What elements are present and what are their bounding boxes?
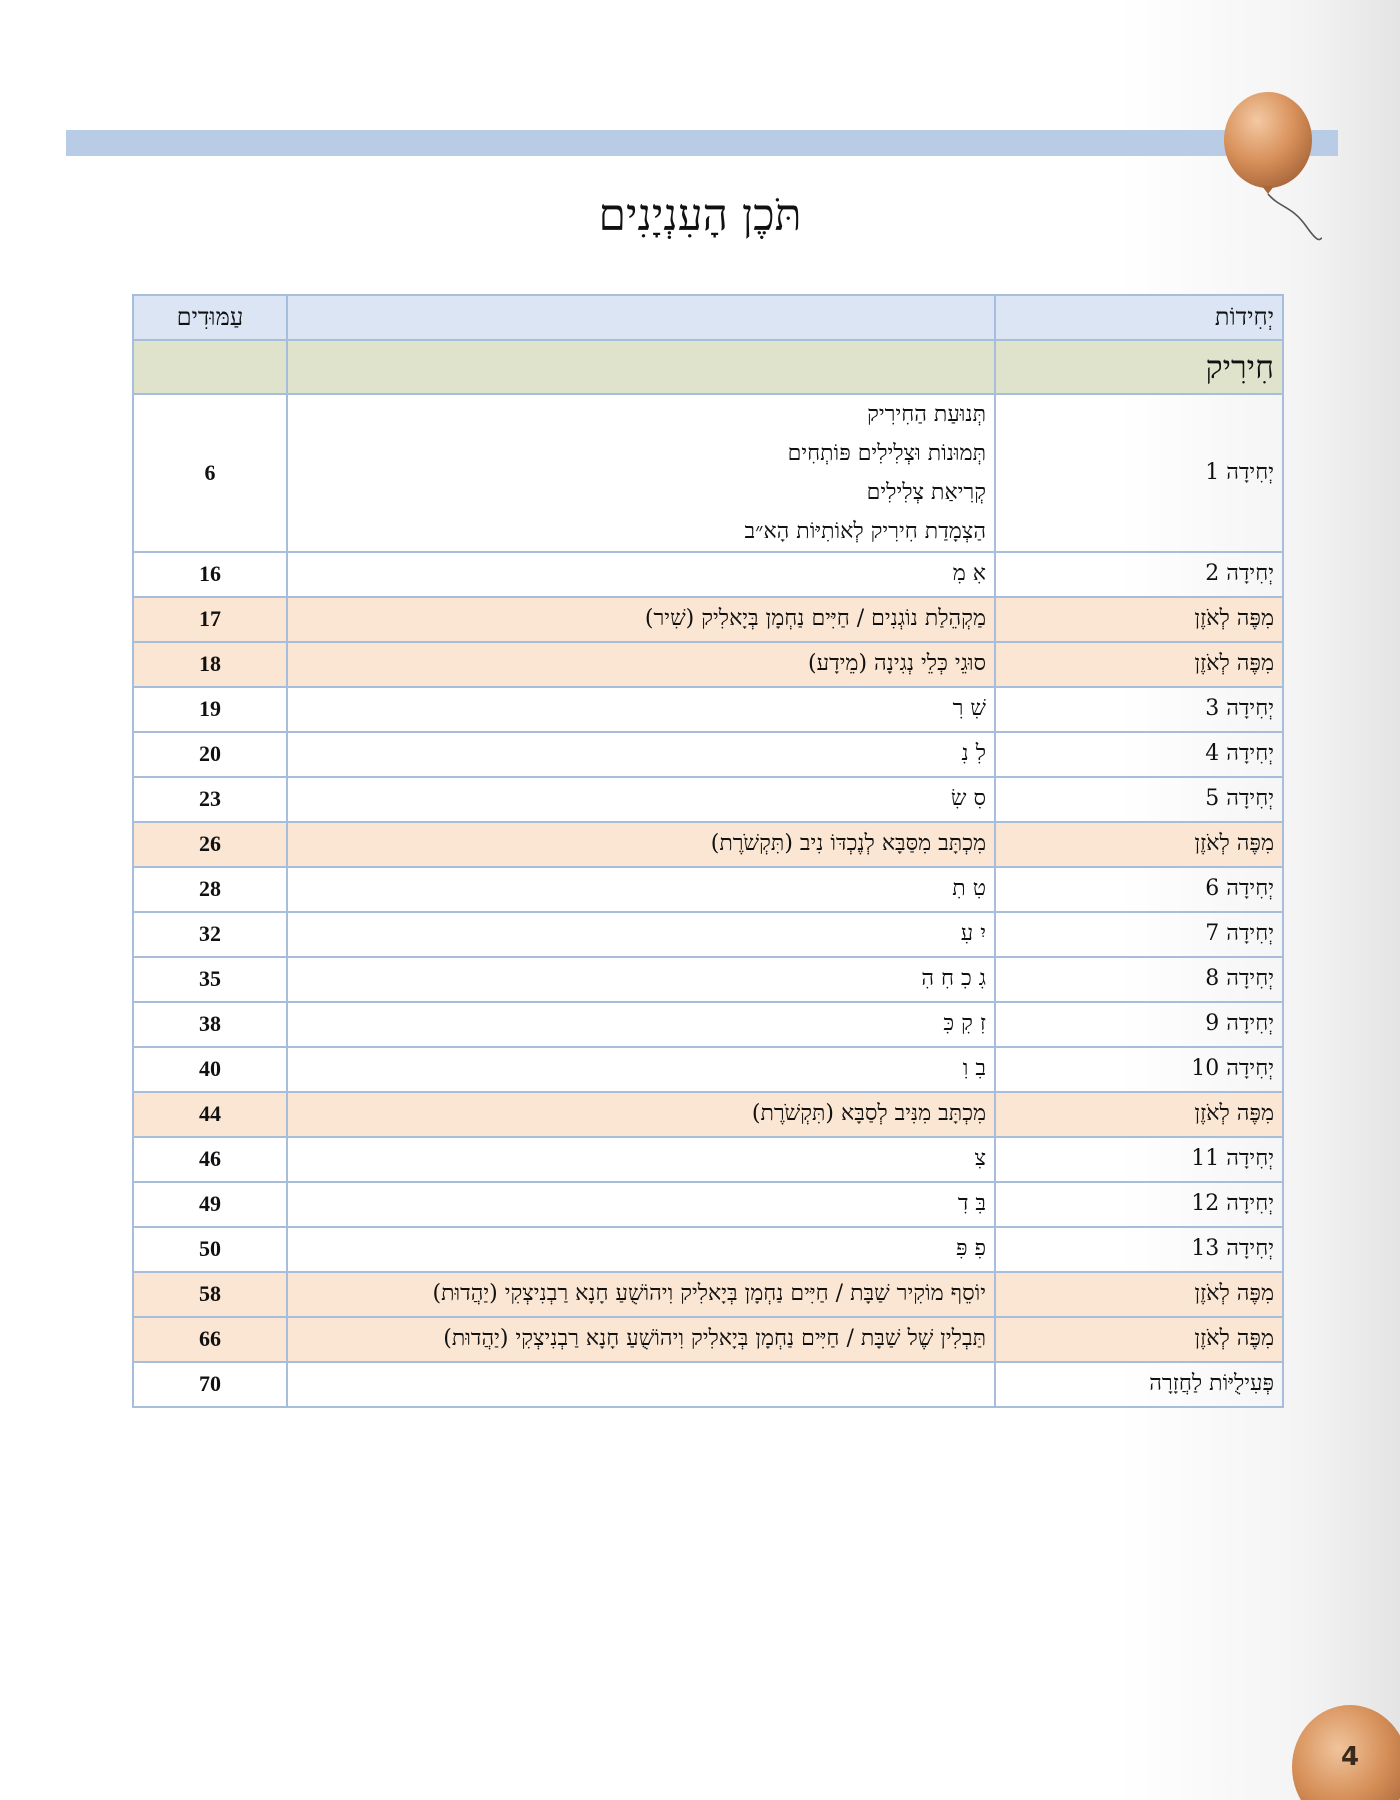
row-topic: סִ שִׂ xyxy=(287,777,995,822)
row-unit: יְחִידָה 6 xyxy=(995,867,1283,912)
row-unit: יְחִידָה 7 xyxy=(995,912,1283,957)
row-unit: מִפֶּה לְאֹזֶן xyxy=(995,597,1283,642)
row-topic: שִׁ רִ xyxy=(287,687,995,732)
row-topic: בִ וִ xyxy=(287,1047,995,1092)
table-header-row xyxy=(133,295,1283,340)
row-page: 19 xyxy=(133,687,287,732)
table-row[interactable] xyxy=(133,822,1283,867)
row-page: 40 xyxy=(133,1047,287,1092)
row-unit: יְחִידָה 9 xyxy=(995,1002,1283,1047)
table-row[interactable] xyxy=(133,867,1283,912)
row-unit: יְחִידָה 5 xyxy=(995,777,1283,822)
table-row[interactable] xyxy=(133,1182,1283,1227)
row-unit: מִפֶּה לְאֹזֶן xyxy=(995,1092,1283,1137)
row-page: 44 xyxy=(133,1092,287,1137)
table-of-contents xyxy=(132,294,1284,1408)
row-topic: גִ כִ חִ הִ xyxy=(287,957,995,1002)
row-topic: בִּ דִ xyxy=(287,1182,995,1227)
row-unit: יְחִידָה 8 xyxy=(995,957,1283,1002)
row-page: 32 xyxy=(133,912,287,957)
row-topic: זִ קִ כִּ xyxy=(287,1002,995,1047)
row-unit: מִפֶּה לְאֹזֶן xyxy=(995,1272,1283,1317)
row-unit: יְחִידָה 1 xyxy=(995,394,1283,552)
row-topic: מִכְתָּב מִנִּיב לְסַבָּא (תִּקְשֹׁרֶת) xyxy=(287,1092,995,1137)
row-page: 18 xyxy=(133,642,287,687)
row-topic-line: הַצְמָדַת חִירִיק לְאוֹתִיּוֹת הָא״ב xyxy=(744,519,986,544)
row-topic-line: קְרִיאַת צְלִילִים xyxy=(866,480,986,505)
row-unit: יְחִידָה 11 xyxy=(995,1137,1283,1182)
row-page: 17 xyxy=(133,597,287,642)
table-row[interactable] xyxy=(133,957,1283,1002)
top-decorative-bar xyxy=(66,130,1338,156)
row-topic: טִ תִ xyxy=(287,867,995,912)
row-unit: יְחִידָה 3 xyxy=(995,687,1283,732)
table-row[interactable] xyxy=(133,1272,1283,1317)
page-title: תֹּכֶן הָעִנְיָנִים xyxy=(598,190,802,241)
row-topic: לִ נִ xyxy=(287,732,995,777)
row-page: 6 xyxy=(133,394,287,552)
row-topic-line: תְּנוּעַת הַחִירִיק xyxy=(867,402,986,427)
table-row[interactable] xyxy=(133,1362,1283,1407)
table-row[interactable] xyxy=(133,642,1283,687)
table-row[interactable] xyxy=(133,732,1283,777)
row-unit: יְחִידָה 4 xyxy=(995,732,1283,777)
balloon-icon xyxy=(1210,88,1336,248)
row-page: 50 xyxy=(133,1227,287,1272)
row-topic: יִ עִ xyxy=(287,912,995,957)
row-unit: מִפֶּה לְאֹזֶן xyxy=(995,1317,1283,1362)
table-row[interactable] xyxy=(133,1092,1283,1137)
row-page: 70 xyxy=(133,1362,287,1407)
row-topic: מִכְתָּב מִסַּבָּא לְנֶכְדּוֹ נִיב (תִּקְשֹׁרֶת) xyxy=(287,822,995,867)
row-page: 20 xyxy=(133,732,287,777)
row-page: 49 xyxy=(133,1182,287,1227)
table-row[interactable] xyxy=(133,1002,1283,1047)
row-topic: סוּגֵי כְּלֵי נְגִינָה (מֵידָע) xyxy=(287,642,995,687)
row-unit: פְּעִילֻיּוֹת לַחֲזָרָה xyxy=(995,1362,1283,1407)
row-topic: פִ פִּ xyxy=(287,1227,995,1272)
row-unit: יְחִידָה 12 xyxy=(995,1182,1283,1227)
row-topic-list xyxy=(287,394,995,552)
table-row[interactable] xyxy=(133,1137,1283,1182)
table-row[interactable] xyxy=(133,687,1283,732)
table-row[interactable] xyxy=(133,394,1283,552)
row-unit: יְחִידָה 2 xyxy=(995,552,1283,597)
row-unit: מִפֶּה לְאֹזֶן xyxy=(995,822,1283,867)
row-page: 26 xyxy=(133,822,287,867)
row-page: 23 xyxy=(133,777,287,822)
header-pages: עַמּוּדִים xyxy=(133,295,287,340)
row-topic: צִ xyxy=(287,1137,995,1182)
table-row[interactable] xyxy=(133,1227,1283,1272)
section-title: חִירִיק xyxy=(995,340,1283,394)
row-topic: אִ מִ xyxy=(287,552,995,597)
row-page: 28 xyxy=(133,867,287,912)
row-page: 46 xyxy=(133,1137,287,1182)
row-page: 38 xyxy=(133,1002,287,1047)
row-topic xyxy=(287,1362,995,1407)
table-row[interactable] xyxy=(133,1317,1283,1362)
table-row[interactable] xyxy=(133,777,1283,822)
row-page: 16 xyxy=(133,552,287,597)
row-unit: יְחִידָה 10 xyxy=(995,1047,1283,1092)
row-topic: יוֹסֵף מוֹקִיר שַׁבָּת / חַיִּים נַחְמָן בְּיָאלִיק וִיהוֹשֻׁעַ חָנָא רַבְנִיצְקִי (יַהֲדוּת) xyxy=(287,1272,995,1317)
table-row[interactable] xyxy=(133,912,1283,957)
row-topic-line: תְּמוּנוֹת וּצְלִילִים פּוֹתְחִים xyxy=(787,441,986,466)
table-row[interactable] xyxy=(133,552,1283,597)
row-unit: מִפֶּה לְאֹזֶן xyxy=(995,642,1283,687)
row-topic: מַקְהֵלַת נוֹגְנִים / חַיִּים נַחְמָן בְּיָאלִיק (שִׁיר) xyxy=(287,597,995,642)
header-topic xyxy=(287,295,995,340)
row-page: 58 xyxy=(133,1272,287,1317)
row-unit: יְחִידָה 13 xyxy=(995,1227,1283,1272)
table-row[interactable] xyxy=(133,597,1283,642)
row-page: 66 xyxy=(133,1317,287,1362)
section-row xyxy=(133,340,1283,394)
row-page: 35 xyxy=(133,957,287,1002)
table-row[interactable] xyxy=(133,1047,1283,1092)
row-topic: תַּבְלִין שֶׁל שַׁבָּת / חַיִּים נַחְמָן בְּיָאלִיק וִיהוֹשֻׁעַ חָנָא רַבְנִיצְקִי (יַהֲדוּת) xyxy=(287,1317,995,1362)
page-number: 4 xyxy=(1340,1742,1360,1772)
header-units: יְחִידוֹת xyxy=(995,295,1283,340)
